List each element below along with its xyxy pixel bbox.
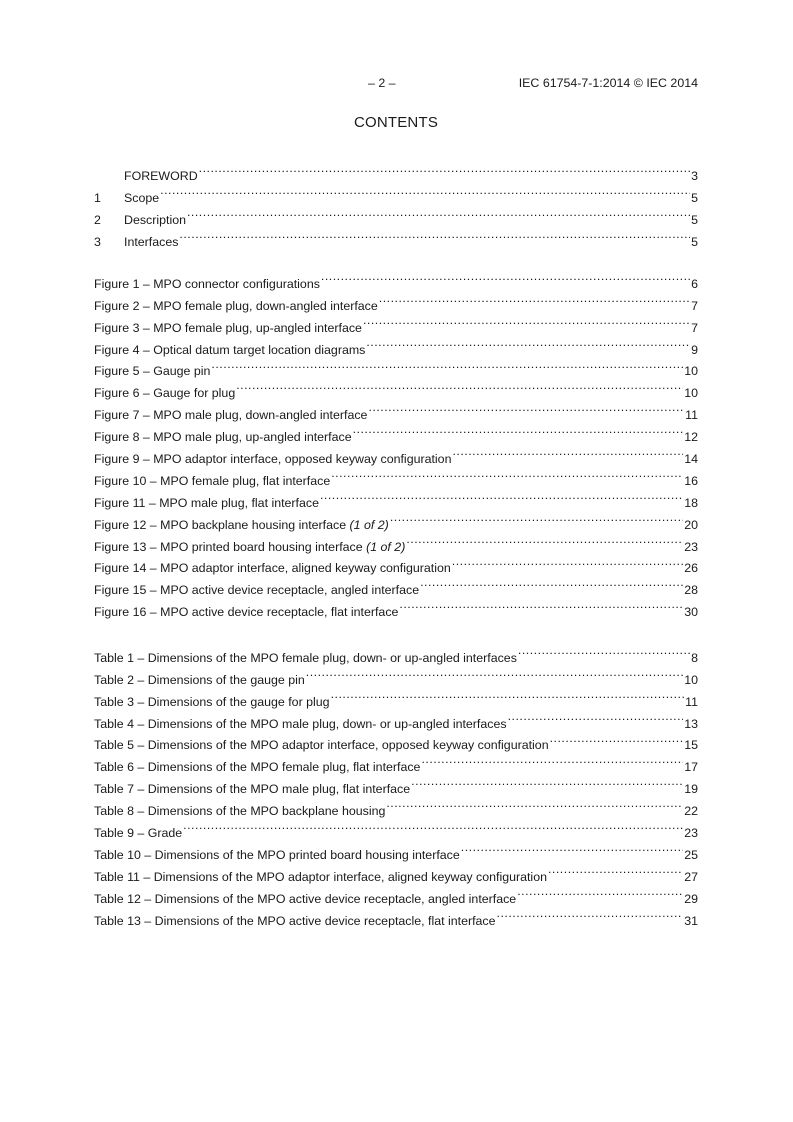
toc-entry-title — [94, 405, 367, 427]
toc-entry-page: 29 — [684, 891, 698, 906]
toc-entry-page: 20 — [684, 517, 698, 532]
toc-entry-page: 27 — [684, 869, 698, 884]
toc-entry-title — [94, 274, 320, 296]
dot-leader — [187, 202, 690, 224]
toc-entry-title-text: Table 10 – Dimensions of the MPO printed board housing interface — [94, 847, 460, 862]
toc-entry-title — [94, 383, 235, 405]
dot-leader — [421, 749, 683, 771]
toc-entry-title-text: Figure 1 – MPO connector configurations — [94, 276, 320, 291]
toc-entry-title-text: Description — [124, 212, 186, 227]
toc-entry-tables[interactable] — [94, 837, 698, 862]
toc-entry-title — [94, 714, 507, 736]
toc-entry-title-text: Figure 6 – Gauge for plug — [94, 386, 236, 401]
toc-entry-page: 28 — [684, 583, 698, 598]
toc-entry-title-text: Figure 16 – MPO active device receptacle, flat interface — [94, 605, 399, 620]
toc-entry-page: 7 — [691, 298, 698, 313]
toc-entry-title — [94, 670, 305, 692]
toc-entry-sections[interactable] — [94, 202, 698, 227]
toc-entry-title — [94, 318, 362, 340]
toc-entry-page: 10 — [684, 386, 698, 401]
toc-entry-page: 23 — [684, 539, 698, 554]
toc-entry-page: 6 — [691, 276, 698, 291]
toc-entry-title-text: FOREWORD — [124, 168, 198, 183]
dot-leader — [399, 594, 683, 616]
toc-entry-page: 15 — [684, 738, 698, 753]
toc-entry-page: 22 — [684, 804, 698, 819]
toc-entry-title — [94, 558, 451, 580]
toc-entry-page: 10 — [684, 364, 698, 379]
dot-leader — [497, 903, 684, 925]
dot-leader — [379, 288, 690, 310]
toc-entry-title — [94, 361, 210, 383]
toc-entry-title-text: Table 5 – Dimensions of the MPO adaptor interface, opposed keyway configuration — [94, 738, 549, 753]
toc-entry-page: 5 — [691, 190, 698, 205]
dot-leader — [179, 224, 690, 246]
toc-entry-title-qualifier: (1 of 2) — [366, 539, 406, 554]
dot-leader — [368, 397, 684, 419]
dot-leader — [550, 728, 684, 750]
dot-leader — [411, 771, 683, 793]
toc-entry-page: 13 — [684, 716, 698, 731]
dot-leader — [366, 332, 690, 354]
dot-leader — [518, 640, 690, 662]
dot-leader — [353, 419, 684, 441]
toc-entry-title-text: Figure 9 – MPO adaptor interface, opposed keyway configuration — [94, 452, 452, 467]
toc-entry-title-text: Figure 5 – Gauge pin — [94, 364, 211, 379]
toc-entry-title — [94, 823, 182, 845]
toc-entry-sections[interactable] — [94, 158, 698, 183]
toc-entry-number: 1 — [94, 190, 101, 205]
toc-entry-title-text: Interfaces — [124, 234, 179, 249]
toc-entry-title — [94, 911, 496, 933]
toc-entry-page: 5 — [691, 234, 698, 249]
toc-entry-figures[interactable] — [94, 266, 698, 291]
toc-entry-title — [94, 602, 398, 624]
toc-entry-title-text: Figure 4 – Optical datum target location diagrams — [94, 342, 366, 357]
document-id: IEC 61754-7-1:2014 © IEC 2014 — [518, 76, 698, 90]
toc-entry-title — [94, 537, 405, 559]
toc-entry-page: 11 — [685, 694, 698, 709]
dot-leader — [517, 881, 683, 903]
dot-leader — [211, 354, 683, 376]
toc-entry-number: 2 — [94, 212, 101, 227]
toc-entry-title — [124, 210, 186, 232]
toc-entry-title-text: Figure 10 – MPO female plug, flat interface — [94, 473, 331, 488]
toc-entry-title-text: Table 9 – Grade — [94, 826, 183, 841]
toc-entry-page: 25 — [684, 847, 698, 862]
toc-entry-title — [94, 296, 378, 318]
dot-leader — [331, 463, 683, 485]
toc-entry-page: 14 — [684, 452, 698, 467]
toc-entry-title — [94, 515, 389, 537]
toc-sections — [94, 158, 698, 249]
page-header — [94, 76, 698, 92]
toc-entry-title — [94, 779, 410, 801]
toc-entry-page: 31 — [684, 913, 698, 928]
toc-entry-title-text: Table 6 – Dimensions of the MPO female plug, flat interface — [94, 760, 421, 775]
toc-entry-title-text: Table 2 – Dimensions of the gauge pin — [94, 672, 305, 687]
toc-entry-title-text: Figure 7 – MPO male plug, down-angled interface — [94, 408, 368, 423]
toc-entry-title — [94, 889, 516, 911]
toc-figures — [94, 266, 698, 620]
dot-leader — [508, 706, 684, 728]
toc-entry-title-text: Table 12 – Dimensions of the MPO active device receptacle, angled interface — [94, 891, 517, 906]
toc-entry-page: 9 — [691, 342, 698, 357]
toc-entry-page: 12 — [684, 430, 698, 445]
toc-entry-title — [124, 232, 178, 254]
toc-entry-page: 18 — [684, 495, 698, 510]
toc-entry-title-text: Figure 2 – MPO female plug, down-angled interface — [94, 298, 378, 313]
toc-entry-page: 3 — [691, 168, 698, 183]
dot-leader — [452, 441, 683, 463]
toc-entry-title — [94, 493, 319, 515]
toc-entry-page: 11 — [685, 408, 698, 423]
dot-leader — [420, 572, 683, 594]
toc-entry-title-text: Table 7 – Dimensions of the MPO male plug, flat interface — [94, 782, 411, 797]
page-title: CONTENTS — [353, 114, 439, 131]
toc-entry-number: 3 — [94, 234, 101, 249]
dot-leader — [183, 815, 683, 837]
toc-entry-title-text: Figure 3 – MPO female plug, up-angled interface — [94, 320, 362, 335]
dot-leader — [331, 684, 685, 706]
toc-entry-title — [94, 845, 460, 867]
page-number: – 2 – — [368, 76, 396, 90]
dot-leader — [236, 375, 683, 397]
dot-leader — [452, 551, 683, 573]
toc-entry-page: 16 — [684, 473, 698, 488]
toc-entry-page: 8 — [691, 650, 698, 665]
toc-entry-title — [94, 427, 352, 449]
dot-leader — [406, 529, 683, 551]
toc-entry-title-text: Figure 15 – MPO active device receptacle, angled interface — [94, 583, 420, 598]
toc-entry-title — [94, 692, 330, 714]
dot-leader — [320, 485, 683, 507]
toc-entry-page: 7 — [691, 320, 698, 335]
toc-entry-page: 5 — [691, 212, 698, 227]
dot-leader — [390, 507, 683, 529]
toc-entry-sections[interactable] — [94, 224, 698, 249]
dot-leader — [386, 793, 683, 815]
toc-entry-title-text: Figure 14 – MPO adaptor interface, aligned keyway configuration — [94, 561, 451, 576]
toc-entry-title-text: Figure 13 – MPO printed board housing interface — [94, 539, 367, 554]
toc-entry-title — [94, 757, 420, 779]
dot-leader — [199, 158, 690, 180]
toc-entry-page: 10 — [684, 672, 698, 687]
toc-entry-page: 19 — [684, 782, 698, 797]
toc-entry-tables[interactable] — [94, 640, 698, 665]
toc-entry-tables[interactable] — [94, 815, 698, 841]
dot-leader — [160, 180, 690, 202]
toc-entry-sections[interactable] — [94, 180, 698, 205]
toc-entry-title — [94, 867, 547, 889]
dot-leader — [461, 837, 683, 859]
toc-entry-page: 17 — [684, 760, 698, 775]
toc-entry-title-text: Figure 11 – MPO male plug, flat interface — [94, 495, 319, 510]
toc-entry-title-text: Figure 12 – MPO backplane housing interface — [94, 517, 350, 532]
toc-entry-page: 26 — [684, 561, 698, 576]
toc-entry-title — [94, 471, 330, 493]
dot-leader — [363, 310, 690, 332]
toc-entry-title-text: Table 8 – Dimensions of the MPO backplane housing — [94, 804, 386, 819]
dot-leader — [306, 662, 683, 684]
toc-entry-title-text: Table 11 – Dimensions of the MPO adaptor interface, aligned keyway configuration — [94, 869, 547, 884]
toc-entry-title-text: Scope — [124, 190, 160, 205]
toc-entry-title-text: Table 4 – Dimensions of the MPO male plug, down- or up-angled interfaces — [94, 716, 507, 731]
toc-entry-title-text: Figure 8 – MPO male plug, up-angled interface — [94, 430, 352, 445]
toc-entry-title-text: Table 13 – Dimensions of the MPO active device receptacle, flat interface — [94, 913, 496, 928]
toc-entry-page: 23 — [684, 826, 698, 841]
toc-entry-page: 30 — [684, 605, 698, 620]
toc-entry-title-qualifier: (1 of 2) — [349, 517, 389, 532]
toc-entry-title-text: Table 3 – Dimensions of the gauge for plug — [94, 694, 330, 709]
toc-entry-title — [94, 580, 419, 602]
dot-leader — [321, 266, 690, 288]
toc-entry-title-text: Table 1 – Dimensions of the MPO female plug, down- or up-angled interfaces — [94, 650, 517, 665]
toc-entry-title — [124, 188, 159, 210]
dot-leader — [548, 859, 683, 881]
toc-tables — [94, 640, 698, 928]
